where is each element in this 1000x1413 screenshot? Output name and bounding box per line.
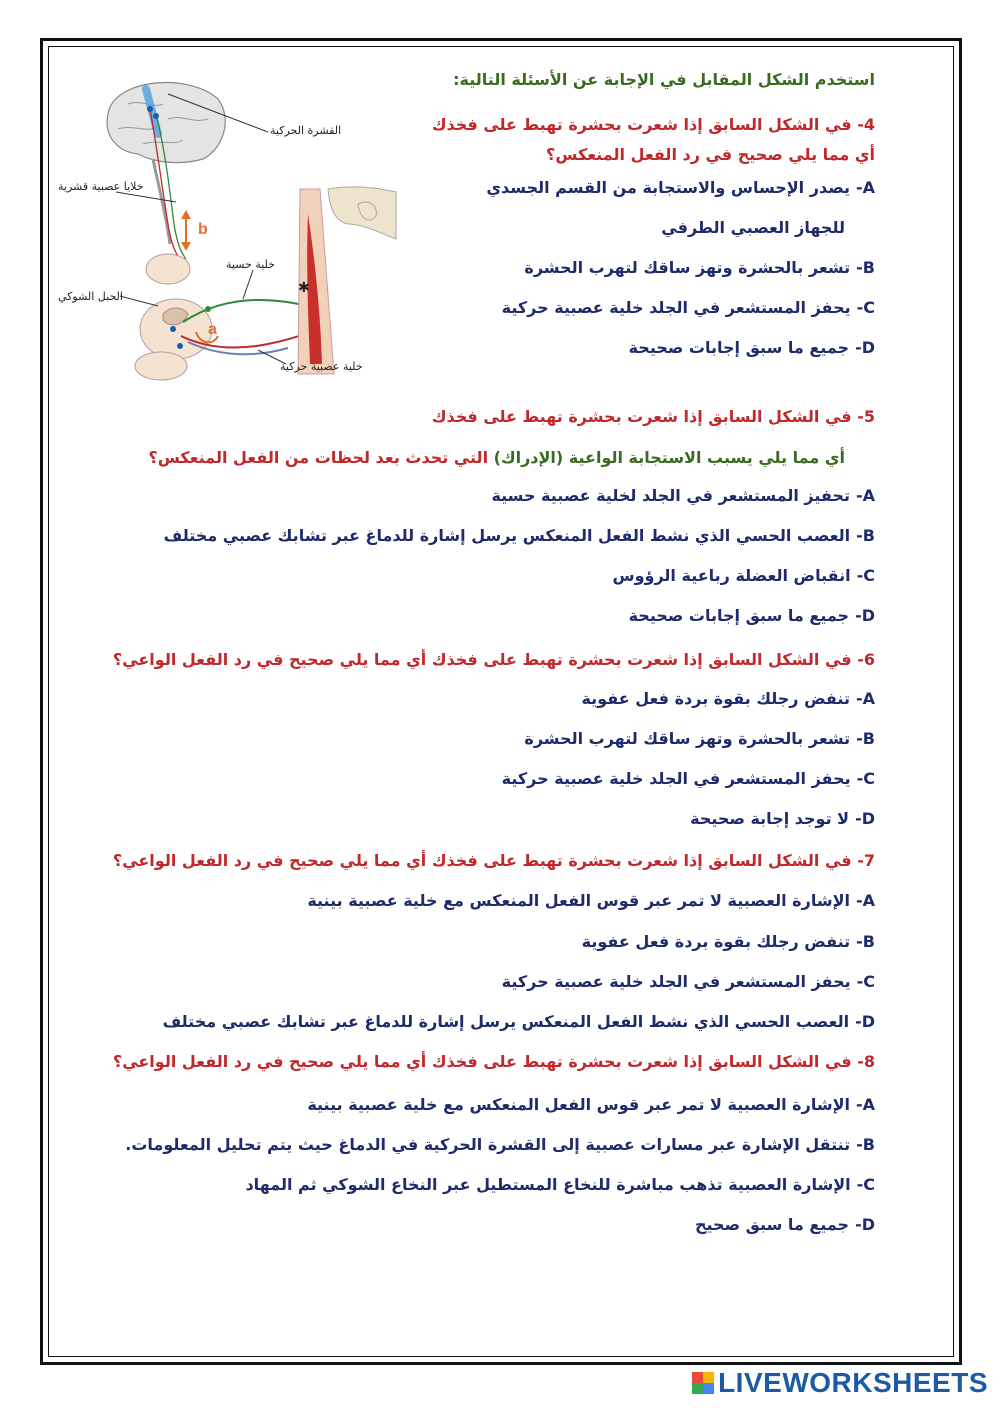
question-5-line1: 5- في الشكل السابق إذا شعرت بحشرة تهبط على فخذك <box>431 407 875 426</box>
liveworksheets-logo[interactable] <box>692 1367 988 1399</box>
q7-option-d[interactable]: D-العصب الحسي الذي نشط الفعل المنعكس يرسل إشارة للدماغ عبر تشابك عصبي مختلف <box>162 1012 875 1031</box>
q5-option-b[interactable]: B-العصب الحسي الذي نشط الفعل المنعكس يرسل إشارة للدماغ عبر تشابك عصبي مختلف <box>163 526 875 545</box>
liveworksheets-logo-icon <box>692 1372 714 1394</box>
q4-option-a[interactable]: A-يصدر الإحساس والاستجابة من القسم الجسدي <box>486 178 875 197</box>
q8-option-a[interactable]: A-الإشارة العصبية لا تمر عبر قوس الفعل المنعكس مع خلية عصبية بينية <box>307 1095 875 1114</box>
q4-option-d[interactable]: D-جميع ما سبق إجابات صحيحة <box>628 338 875 357</box>
q4-option-c[interactable]: C-يحفز المستشعر في الجلد خلية عصبية حركية <box>501 298 875 317</box>
q6-option-d[interactable]: D-لا توجد إجابة صحيحة <box>690 809 875 828</box>
label-spinal-cord: الحبل الشوكي <box>58 290 123 303</box>
question-4-line2: أي مما يلي صحيح في رد الفعل المنعكس؟ <box>546 145 875 164</box>
q5-option-d[interactable]: D-جميع ما سبق إجابات صحيحة <box>628 606 875 625</box>
q8-option-d[interactable]: D-جميع ما سبق صحيح <box>694 1215 875 1234</box>
label-b: b <box>198 221 208 238</box>
q7-option-b[interactable]: B-تنفض رجلك بقوة بردة فعل عفوية <box>581 932 875 951</box>
q4-option-a-cont: للجهاز العصبي الطرفي <box>661 218 845 237</box>
spinal-cord-illustration <box>135 254 212 380</box>
reflex-arc-diagram <box>58 74 398 384</box>
q5-option-a[interactable]: A-تحفيز المستشعر في الجلد لخلية عصبية حسية <box>491 486 875 505</box>
q8-option-b[interactable]: B-تنتقل الإشارة عبر مسارات عصبية إلى القشرة الحركية في الدماغ حيث يتم تحليل المعلومات. <box>125 1135 875 1154</box>
insect-icon: ✱ <box>298 280 310 296</box>
question-8-text: 8- في الشكل السابق إذا شعرت بحشرة تهبط على فخذك أي مما يلي صحيح في رد الفعل الواعي؟ <box>112 1052 875 1071</box>
q7-option-c[interactable]: C-يحفز المستشعر في الجلد خلية عصبية حركية <box>501 972 875 991</box>
q4-option-b[interactable]: B-تشعر بالحشرة وتهز ساقك لتهرب الحشرة <box>524 258 875 277</box>
label-motor-cortex: القشرة الحركية <box>270 124 342 137</box>
q8-option-c[interactable]: C-الإشارة العصبية تذهب مباشرة للنخاع المستطيل عبر النخاع الشوكي ثم المهاد <box>245 1175 875 1194</box>
question-5-line2: أي مما يلي يسبب الاستجابة الواعية (الإدراك) التي تحدث بعد لحظات من الفعل المنعكس؟ <box>148 448 845 467</box>
thigh-illustration <box>298 187 396 374</box>
intro-text: استخدم الشكل المقابل في الإجابة عن الأسئلة التالية: <box>453 70 875 89</box>
question-4-line1: 4- في الشكل السابق إذا شعرت بحشرة تهبط على فخذك <box>431 115 875 134</box>
q6-option-c[interactable]: C-يحفز المستشعر في الجلد خلية عصبية حركية <box>501 769 875 788</box>
q5-option-c[interactable]: C-انقباض العضلة رباعية الرؤوس <box>612 566 875 585</box>
brand-name: LIVEWORKSHEETS <box>718 1367 988 1398</box>
q7-option-a[interactable]: A-الإشارة العصبية لا تمر عبر قوس الفعل المنعكس مع خلية عصبية بينية <box>307 891 875 910</box>
label-motor-neuron: خلية عصبية حركية <box>280 360 363 373</box>
q6-option-a[interactable]: A-تنفض رجلك بقوة بردة فعل عفوية <box>581 689 875 708</box>
question-6-text: 6- في الشكل السابق إذا شعرت بحشرة تهبط على فخذك أي مما يلي صحيح في رد الفعل الواعي؟ <box>112 650 875 669</box>
label-cortical-neurons: خلايا عصبية قشرية <box>58 180 144 193</box>
label-sensory-cell: خلية حسية <box>226 258 275 271</box>
q6-option-b[interactable]: B-تشعر بالحشرة وتهز ساقك لتهرب الحشرة <box>524 729 875 748</box>
label-a: a <box>208 321 217 338</box>
question-7-text: 7- في الشكل السابق إذا شعرت بحشرة تهبط على فخذك أي مما يلي صحيح في رد الفعل الواعي؟ <box>112 851 875 870</box>
